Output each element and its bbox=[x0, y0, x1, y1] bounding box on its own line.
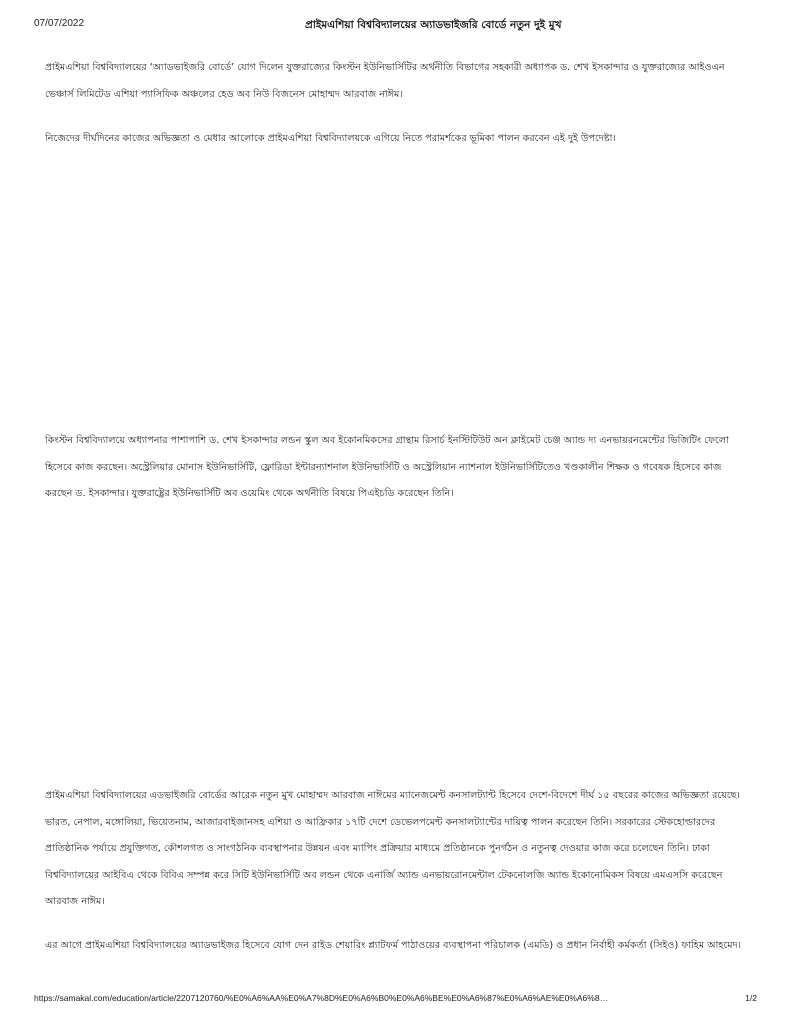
print-header bbox=[0, 18, 791, 36]
article-paragraph: কিংস্টন বিশ্ববিদ্যালয়ে অধ্যাপনার পাশাপাশি ড. শেখ ইসকান্দার লন্ডন স্কুল অব ইকোনমিকসের গ্রান্থাম রিসার্চ ইনস্টিটিউট অন ক্লাইমেট চেঞ্জ অ্যান্ড দ্য এনভায়রনমেন্টের ভিজিটিং ফেলো হিসেবে কাজ করছেন। অস্ট্রেলিয়ার মোনাস ইউনিভার্সিটি, ফ্লোরিডা ইন্টারন্যাশনাল ইউনিভার্সিটি ও অস্ট্রেলিয়ান ন্যাশনাল ইউনিভার্সিটিতেও খণ্ডকালীন শিক্ষক ও গবেষক হিসেবে কাজ করছেন ড. ইসকান্দার। যুক্তরাষ্ট্রের ইউনিভার্সিটি অব ওয়েমিং থেকে অর্থনীতি বিষয়ে পিএইচডি করেছেন তিনি। bbox=[45, 435, 729, 499]
print-date: 07/07/2022 bbox=[34, 18, 85, 29]
blank-image-area bbox=[45, 510, 747, 775]
article-paragraph: এর আগে প্রাইমএশিয়া বিশ্ববিদ্যালয়ের অ্যাডভাইজর হিসেবে যোগ দেন রাইড শেয়ারিং প্ল্যাটফর্ম পাঠাওয়ের ব্যবস্থাপনা পরিচালক (এমডি) ও প্রধান নির্বাহী কর্মকর্তা (সিইও) ফাহিম আহমেদ। bbox=[45, 940, 742, 951]
blank-image-area bbox=[45, 160, 747, 422]
article-paragraph: প্রাইমএশিয়া বিশ্ববিদ্যালয়ের এডভাইজরি বোর্ডের আরেক নতুন মুখ মোহাম্মদ আরবাজ নাঈমের ম্যানেজমেন্ট কনসালট্যান্ট হিসেবে দেশে-বিদেশে দীর্ঘ ১৫ বছরের কাজের অভিজ্ঞতা রয়েছে। ভারত, নেপাল, মঙ্গোলিয়া, ভিয়েতনাম, আজারবাইজানসহ এশিয়া ও আফ্রিকার ১৭টি দেশে ডেভেলপমেন্ট কনসালট্যান্টের দায়িত্ব পালন করেছেন তিনি। সরকারের স্টেকহোল্ডারদের প্রাতিষ্ঠানিক পর্যায়ে প্রযুক্তিগত, কৌশলগত ও সাংগঠনিক ব্যবস্থাপনার উন্নয়ন এবং ম্যাপিং প্রক্রিয়ার মাধ্যমে প্রতিষ্ঠানকে পুনর্গঠন ও নতুনত্ব দেওয়ার কাজ করে চলেছেন তিনি। ঢাকা বিশ্ববিদ্যালয়ের আইবিএ থেকে বিবিএ সম্পন্ন করে সিটি ইউনিভার্সিটি অব লন্ডন থেকে এনার্জি অ্যান্ড এনভায়রোনমেন্টাল টেকনোলজি অ্যান্ড ইকোনোমিকস বিষয়ে এমএসসি করেছেন আরবাজ নাঈম। bbox=[45, 790, 740, 907]
article-paragraph: নিজেদের দীর্ঘদিনের কাজের অভিজ্ঞতা ও মেধার আলোকে প্রাইমএশিয়া বিশ্ববিদ্যালয়কে এগিয়ে নিতে পরামর্শকের ভূমিকা পালন করবেন এই দুই উপদেষ্টা। bbox=[45, 133, 616, 144]
source-url: https://samakal.com/education/article/2207120760/%E0%A6%AA%E0%A7%8D%E0%A6%B0%E0%A6%BE%E0%A6%87%E0%A6%AE%E0%A6%8… bbox=[34, 993, 609, 1003]
article-paragraph: প্রাইমএশিয়া বিশ্ববিদ্যালয়ের ‘অ্যাডভাইজরি বোর্ডে’ যোগ দিলেন যুক্তরাজ্যের কিংস্টন ইউনিভার্সিটির অর্থনীতি বিভাগের সহকারী অধ্যাপক ড. শেখ ইসকান্দার ও যুক্তরাজ্যের আইওএন ভেঞ্চার্স লিমিটেড এশিয়া প্যাসিফিক অঞ্চলের হেড অব নিউ বিজনেস মোহাম্মদ আরবাজ নাঈম। bbox=[45, 62, 725, 100]
print-footer bbox=[0, 993, 791, 1009]
page-number: 1/2 bbox=[745, 993, 757, 1003]
page-title: প্রাইমএশিয়া বিশ্ববিদ্যালয়ের অ্যাডভাইজরি বোর্ডে নতুন দুই মুখ bbox=[305, 19, 562, 31]
